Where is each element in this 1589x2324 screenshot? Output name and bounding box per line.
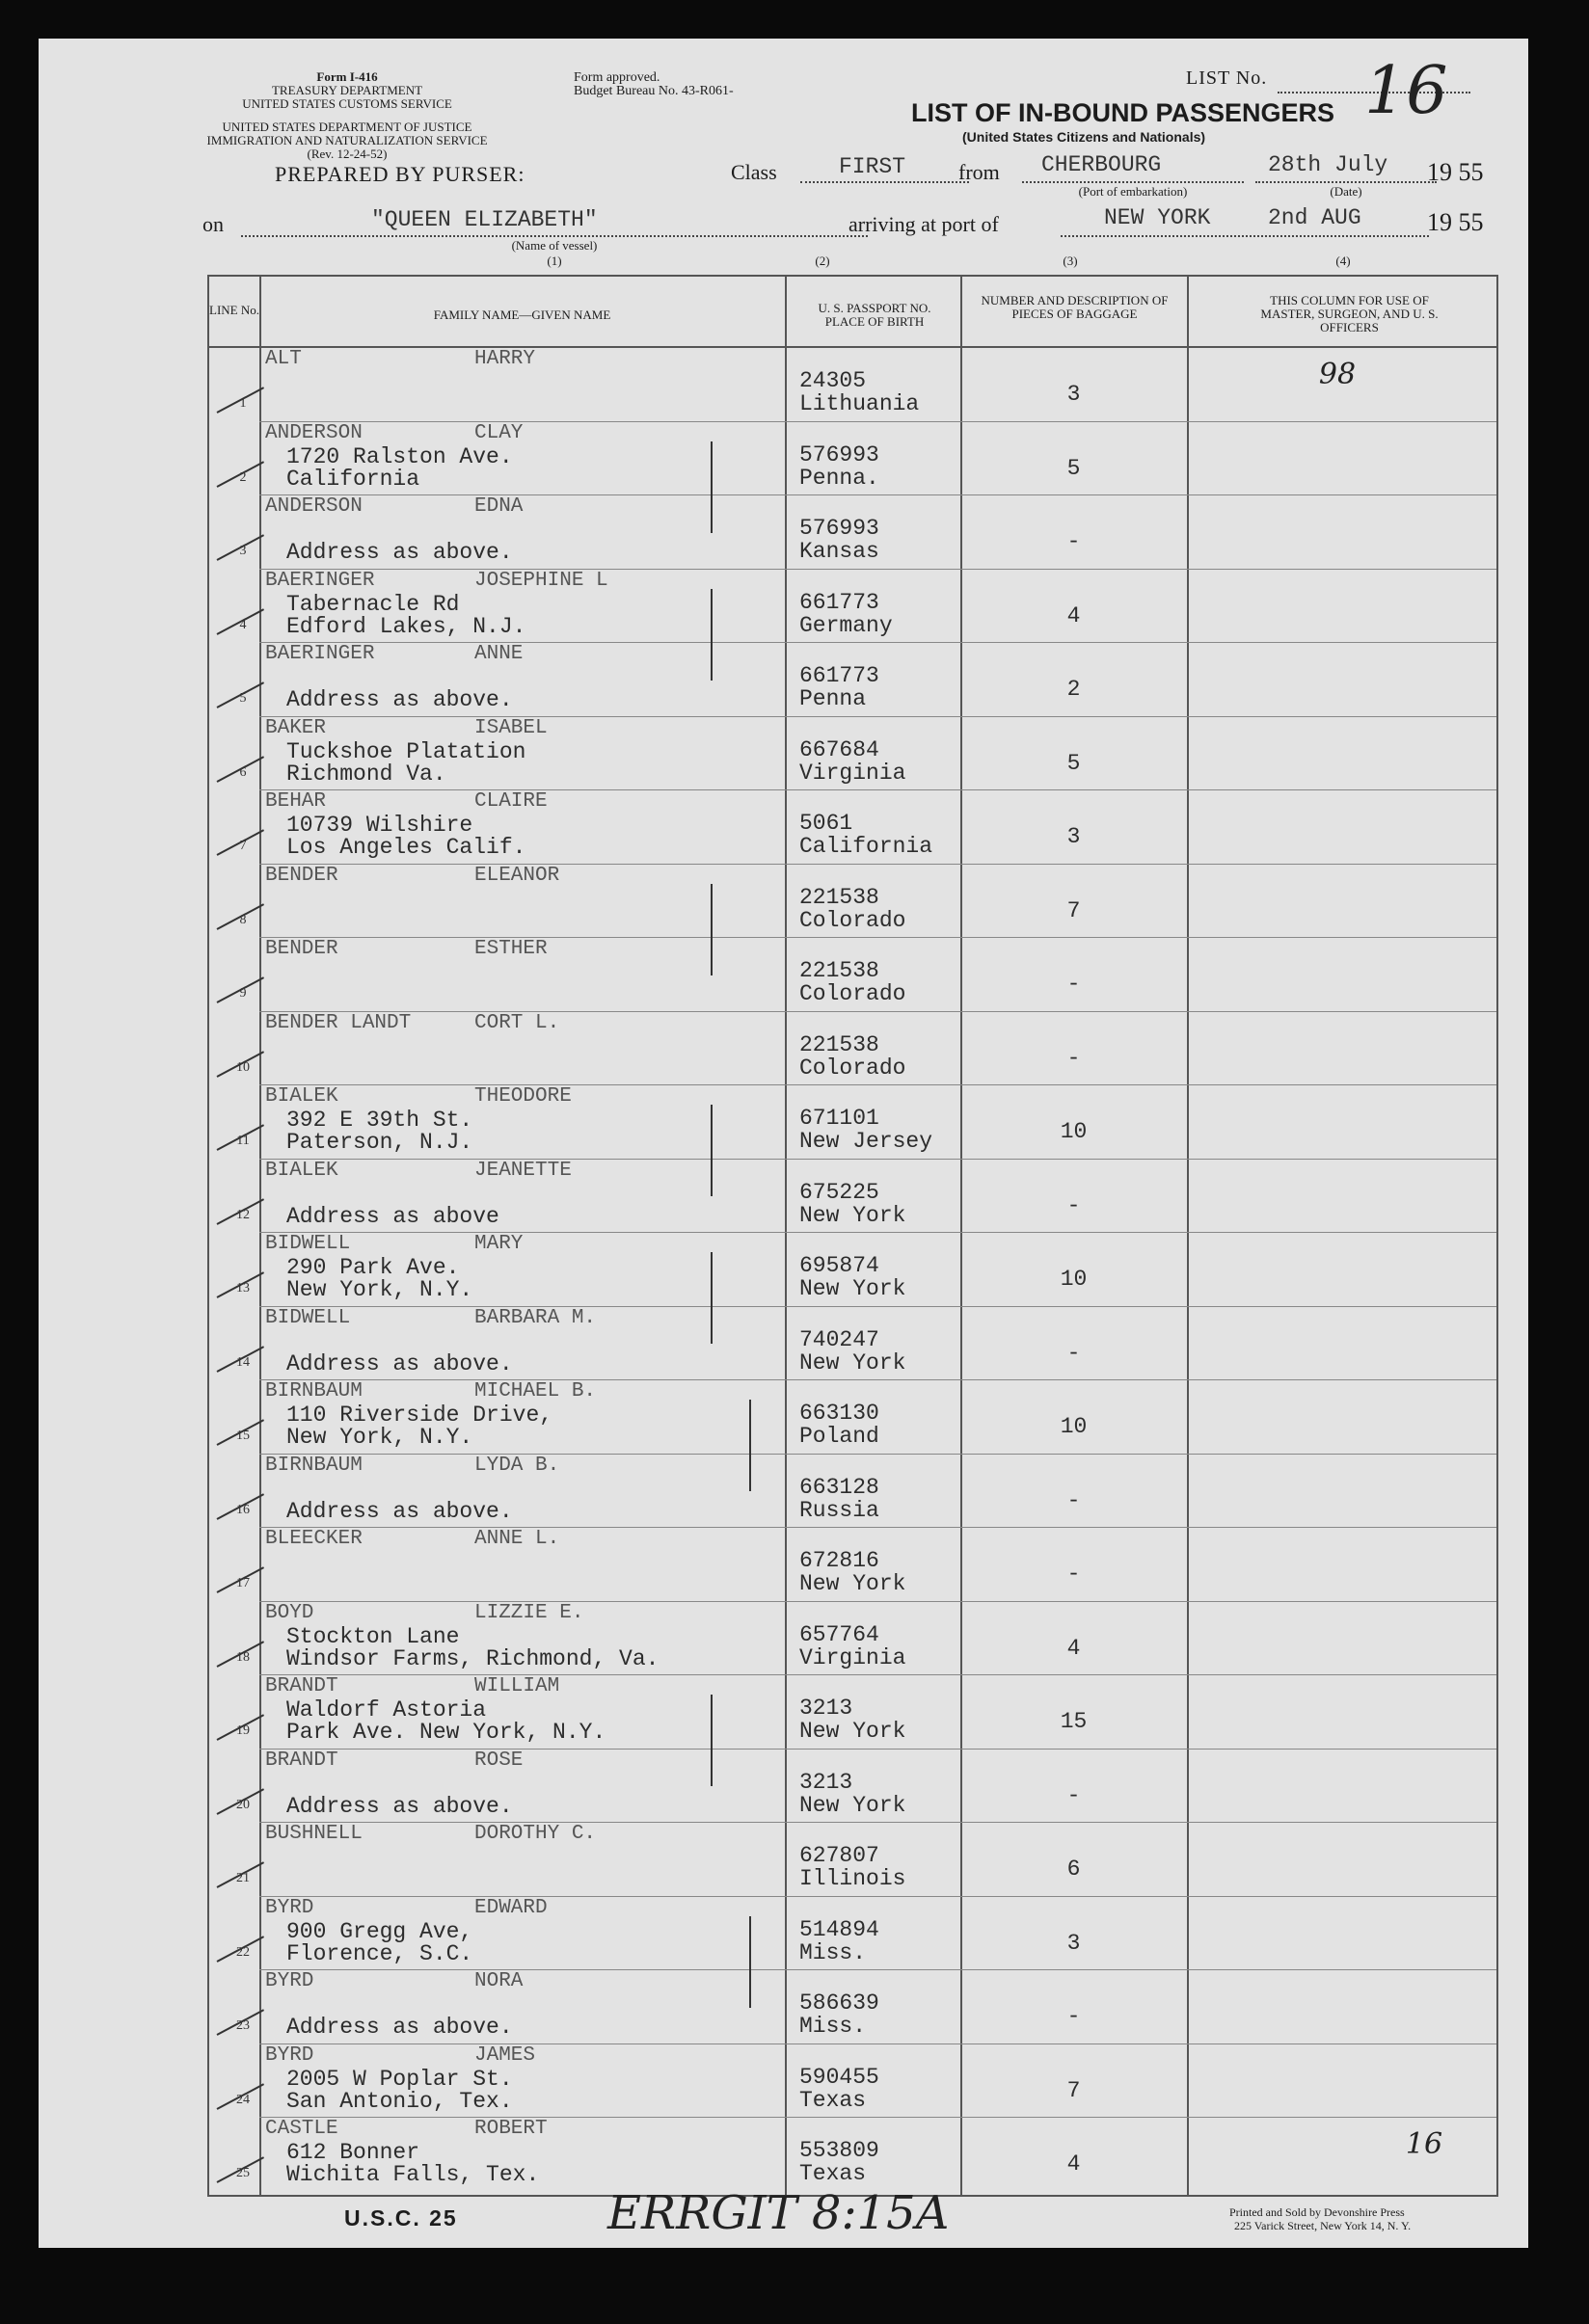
family-name: BENDER LANDT <box>265 1011 412 1034</box>
address-line-2: New York, N.Y. <box>286 1277 473 1302</box>
family-name: BYRD <box>265 1970 314 1992</box>
address-line-2: Windsor Farms, Richmond, Va. <box>286 1645 660 1671</box>
given-name: DOROTHY C. <box>474 1823 597 1845</box>
passport-number: 576993 <box>799 441 879 467</box>
family-name: CASTLE <box>265 2118 338 2140</box>
place-of-birth: Miss. <box>799 2014 867 2039</box>
given-name: ANNE <box>474 643 524 665</box>
passport-number: 5061 <box>799 811 853 836</box>
given-name: ANNE L. <box>474 1528 560 1550</box>
revision: (Rev. 12-24-52) <box>307 147 388 161</box>
line-number: 2 <box>239 469 247 485</box>
address-line-1: Tabernacle Rd <box>286 591 460 617</box>
given-name: THEODORE <box>474 1085 572 1108</box>
family-name: BIRNBAUM <box>265 1454 363 1477</box>
col-1-number: (1) <box>547 254 562 268</box>
family-name: BIALEK <box>265 1159 338 1182</box>
handwritten-annotation: ERRGIT 8:15A <box>607 2186 950 2240</box>
passport-number: 672816 <box>799 1548 879 1573</box>
family-name: BIDWELL <box>265 1233 351 1255</box>
baggage-count: 4 <box>1066 602 1081 628</box>
col-2-number: (2) <box>815 254 830 268</box>
arrival-port: NEW YORK <box>1104 205 1211 230</box>
family-name: BLEECKER <box>265 1528 363 1550</box>
table-row <box>209 717 1496 791</box>
given-name: WILLIAM <box>474 1675 560 1697</box>
class-value: FIRST <box>839 154 906 179</box>
family-name: BYRD <box>265 1896 314 1919</box>
line-number: 12 <box>236 1207 250 1222</box>
prepared-by: PREPARED BY PURSER: <box>275 162 525 186</box>
header-passport: U. S. PASSPORT NO. PLACE OF BIRTH <box>818 301 931 329</box>
line-number: 15 <box>236 1429 250 1443</box>
given-name: ELEANOR <box>474 864 560 887</box>
baggage-count: 6 <box>1066 1857 1081 1882</box>
baggage-count: 2 <box>1066 677 1081 702</box>
from-label: from <box>958 160 1000 184</box>
vessel-name: "QUEEN ELIZABETH" <box>371 207 598 232</box>
line-number: 24 <box>236 2092 250 2107</box>
address-line-2: Paterson, N.J. <box>286 1130 473 1155</box>
header-baggage: NUMBER AND DESCRIPTION OF PIECES OF BAGGAGE <box>981 293 1169 321</box>
passenger-table <box>207 275 1498 2197</box>
line-number: 23 <box>236 2018 250 2033</box>
line-number: 18 <box>236 1649 250 1665</box>
address-line-2: Address as above. <box>286 1350 513 1376</box>
address-line-1: 392 E 39th St. <box>286 1108 473 1133</box>
passenger-list-form <box>39 39 1528 2248</box>
table-row <box>209 790 1496 865</box>
place-of-birth: New York <box>799 1571 906 1596</box>
address-line-1: 290 Park Ave. <box>286 1255 460 1280</box>
family-name: BENDER <box>265 938 338 960</box>
embark-date: 28th July <box>1268 152 1388 177</box>
table-row <box>209 1602 1496 1676</box>
on-label: on <box>202 212 224 236</box>
given-name: ISABEL <box>474 716 548 739</box>
passport-number: 3213 <box>799 1696 853 1721</box>
family-name: BRANDT <box>265 1749 338 1772</box>
address-line-2: Edford Lakes, N.J. <box>286 613 526 639</box>
table-row <box>209 1380 1496 1455</box>
family-name: BAERINGER <box>265 643 375 665</box>
table-row <box>209 570 1496 644</box>
family-name: BAKER <box>265 716 327 739</box>
justice-dept: UNITED STATES DEPARTMENT OF JUSTICE <box>222 120 472 134</box>
form-subtitle: (United States Citizens and Nationals) <box>962 129 1206 145</box>
family-name: BOYD <box>265 1601 314 1624</box>
table-row <box>209 1750 1496 1824</box>
address-line-2: Address as above. <box>286 540 513 565</box>
given-name: MICHAEL B. <box>474 1380 597 1402</box>
place-of-birth: Illinois <box>799 1866 906 1891</box>
baggage-count: 5 <box>1066 750 1081 776</box>
given-name: CORT L. <box>474 1011 560 1034</box>
address-line-2: Los Angeles Calif. <box>286 835 526 860</box>
baggage-count: - <box>1066 1192 1081 1218</box>
line-number: 9 <box>239 986 247 1001</box>
place-of-birth: Virginia <box>799 760 906 786</box>
line-number: 10 <box>236 1059 250 1075</box>
col-3-number: (3) <box>1063 254 1078 268</box>
given-name: JAMES <box>474 2044 536 2067</box>
given-name: MARY <box>474 1233 524 1255</box>
family-name: ANDERSON <box>265 495 363 518</box>
header-name: FAMILY NAME—GIVEN NAME <box>433 307 611 322</box>
table-row <box>209 1233 1496 1307</box>
col-4-number: (4) <box>1335 254 1351 268</box>
budget-bureau: Budget Bureau No. 43-R061- <box>574 84 734 98</box>
given-name: EDWARD <box>474 1896 548 1919</box>
place-of-birth: New Jersey <box>799 1129 933 1154</box>
baggage-count: - <box>1066 1562 1081 1587</box>
list-no-value: 16 <box>1364 53 1448 129</box>
table-row <box>209 1455 1496 1529</box>
given-name: LIZZIE E. <box>474 1601 584 1624</box>
place-of-birth: New York <box>799 1202 906 1228</box>
baggage-count: - <box>1066 1340 1081 1366</box>
address-line-2: Richmond Va. <box>286 761 446 787</box>
line-number: 13 <box>236 1281 250 1296</box>
family-name: BUSHNELL <box>265 1823 363 1845</box>
form-title: LIST OF IN-BOUND PASSENGERS <box>911 98 1335 127</box>
given-name: CLAY <box>474 421 524 444</box>
place-of-birth: Poland <box>799 1424 879 1449</box>
passport-number: 667684 <box>799 736 879 762</box>
line-number: 3 <box>239 544 247 558</box>
address-line-1: 612 Bonner <box>286 2140 420 2165</box>
address-line-2: Address as above. <box>286 687 513 712</box>
table-row <box>209 643 1496 717</box>
place-of-birth: Colorado <box>799 981 906 1006</box>
customs-service: UNITED STATES CUSTOMS SERVICE <box>242 96 452 111</box>
passport-number: 3213 <box>799 1769 853 1795</box>
table-row <box>209 1160 1496 1234</box>
officer-note: 98 <box>1318 358 1357 391</box>
passport-number: 663128 <box>799 1474 879 1500</box>
family-name: BIDWELL <box>265 1306 351 1329</box>
place-of-birth: New York <box>799 1719 906 1744</box>
place-of-birth: Texas <box>799 2087 867 2113</box>
port-of-embarkation: CHERBOURG <box>1041 152 1162 177</box>
passport-number: 675225 <box>799 1179 879 1205</box>
place-of-birth: Penna. <box>799 465 879 491</box>
table-row <box>209 1970 1496 2044</box>
place-of-birth: New York <box>799 1792 906 1818</box>
address-line-2: Address as above <box>286 1203 499 1229</box>
passport-number: 221538 <box>799 1031 879 1057</box>
family-name: BEHAR <box>265 790 327 813</box>
year-1: 19 55 <box>1427 158 1484 186</box>
header-officers: THIS COLUMN FOR USE OF MASTER, SURGEON, AND U. S. OFFICERS <box>1260 293 1439 334</box>
line-number: 6 <box>239 764 247 780</box>
place-of-birth: Miss. <box>799 1939 867 1965</box>
line-number: 16 <box>236 1502 250 1517</box>
class-label: Class <box>731 160 777 184</box>
passport-number: 695874 <box>799 1253 879 1278</box>
place-of-birth: California <box>799 834 933 859</box>
place-of-birth: Kansas <box>799 539 879 564</box>
address-line-1: 2005 W Poplar St. <box>286 2066 513 2092</box>
passport-number: 661773 <box>799 663 879 688</box>
baggage-count: 10 <box>1060 1267 1088 1292</box>
table-row <box>209 348 1496 422</box>
passport-number: 671101 <box>799 1106 879 1131</box>
line-number: 25 <box>236 2166 250 2180</box>
given-name: LYDA B. <box>474 1454 560 1477</box>
vessel-caption: (Name of vessel) <box>511 238 598 253</box>
passport-number: 657764 <box>799 1621 879 1647</box>
address-line-1: Stockton Lane <box>286 1623 460 1649</box>
family-name: BIRNBAUM <box>265 1380 363 1402</box>
form-approved: Form approved. <box>574 70 660 85</box>
baggage-count: 3 <box>1066 824 1081 849</box>
baggage-count: 7 <box>1066 897 1081 923</box>
table-row <box>209 1085 1496 1160</box>
table-row <box>209 1307 1496 1381</box>
address-line-2: California <box>286 466 420 492</box>
arrival-date: 2nd AUG <box>1268 205 1361 230</box>
address-line-2: Address as above. <box>286 2015 513 2040</box>
address-line-2: Address as above. <box>286 1498 513 1524</box>
table-row <box>209 1675 1496 1750</box>
family-name: ANDERSON <box>265 421 363 444</box>
table-row <box>209 1823 1496 1897</box>
place-of-birth: Colorado <box>799 1055 906 1081</box>
list-no-label: LIST No. <box>1186 67 1268 89</box>
address-line-1: Tuckshoe Platation <box>286 738 526 764</box>
table-row <box>209 495 1496 570</box>
printer-line-1: Printed and Sold by Devonshire Press <box>1229 2205 1405 2219</box>
line-number: 5 <box>239 691 247 706</box>
line-number: 21 <box>236 1871 250 1885</box>
line-number: 19 <box>236 1723 250 1738</box>
line-number: 22 <box>236 1944 250 1960</box>
table-row <box>209 865 1496 939</box>
given-name: HARRY <box>474 348 536 370</box>
address-line-1: 900 Gregg Ave, <box>286 1918 473 1944</box>
date-caption: (Date) <box>1330 184 1362 199</box>
passport-number: 590455 <box>799 2064 879 2090</box>
family-name: BIALEK <box>265 1085 338 1108</box>
family-name: BENDER <box>265 864 338 887</box>
given-name: EDNA <box>474 495 524 518</box>
table-row <box>209 1012 1496 1086</box>
header-line-no: LINE No. <box>209 303 259 317</box>
given-name: ESTHER <box>474 938 548 960</box>
place-of-birth: New York <box>799 1276 906 1301</box>
passport-number: 740247 <box>799 1326 879 1352</box>
given-name: BARBARA M. <box>474 1306 597 1329</box>
baggage-count: - <box>1066 1782 1081 1808</box>
baggage-count: 5 <box>1066 455 1081 481</box>
address-line-1: Waldorf Astoria <box>286 1697 487 1723</box>
baggage-count: - <box>1066 529 1081 554</box>
baggage-count: 7 <box>1066 2077 1081 2103</box>
baggage-count: 10 <box>1060 1119 1088 1144</box>
table-row <box>209 1897 1496 1971</box>
address-line-1: 110 Riverside Drive, <box>286 1402 553 1428</box>
place-of-birth: Virginia <box>799 1644 906 1670</box>
baggage-count: - <box>1066 2004 1081 2029</box>
line-number: 7 <box>239 839 247 853</box>
given-name: JOSEPHINE L <box>474 569 608 592</box>
baggage-count: 4 <box>1066 2151 1081 2177</box>
passport-number: 586639 <box>799 1990 879 2016</box>
year-2: 19 55 <box>1427 208 1484 236</box>
given-name: ROBERT <box>474 2118 548 2140</box>
table-row <box>209 938 1496 1012</box>
given-name: JEANETTE <box>474 1159 572 1182</box>
place-of-birth: Texas <box>799 2161 867 2186</box>
given-name: NORA <box>474 1970 524 1992</box>
baggage-count: - <box>1066 1045 1081 1071</box>
place-of-birth: New York <box>799 1349 906 1376</box>
baggage-count: - <box>1066 1487 1081 1513</box>
family-name: BRANDT <box>265 1675 338 1697</box>
address-line-2: Park Ave. New York, N.Y. <box>286 1720 606 1745</box>
passport-number: 553809 <box>799 2138 879 2163</box>
passport-number: 221538 <box>799 958 879 983</box>
passport-number: 24305 <box>799 368 867 393</box>
address-line-2: Florence, S.C. <box>286 1940 473 1966</box>
passport-number: 576993 <box>799 516 879 541</box>
place-of-birth: Lithuania <box>799 391 920 416</box>
officer-note: 16 <box>1405 2127 1443 2161</box>
printer-line-2: 225 Varick Street, New York 14, N. Y. <box>1234 2219 1412 2232</box>
passport-number: 663130 <box>799 1401 879 1426</box>
place-of-birth: Colorado <box>799 907 906 933</box>
port-caption: (Port of embarkation) <box>1078 184 1188 199</box>
table-row <box>209 1528 1496 1602</box>
table-row <box>209 2118 1496 2192</box>
family-name: BAERINGER <box>265 569 375 592</box>
place-of-birth: Penna <box>799 686 867 711</box>
passport-number: 514894 <box>799 1916 879 1942</box>
line-number: 4 <box>239 617 247 632</box>
line-number: 14 <box>236 1354 250 1370</box>
address-line-2: New York, N.Y. <box>286 1425 473 1450</box>
line-number: 17 <box>236 1576 250 1590</box>
place-of-birth: Russia <box>799 1497 879 1523</box>
passport-number: 661773 <box>799 589 879 615</box>
usc-code: U.S.C. 25 <box>344 2205 458 2231</box>
baggage-count: - <box>1066 972 1081 997</box>
passport-number: 221538 <box>799 884 879 910</box>
baggage-count: 15 <box>1060 1709 1088 1734</box>
line-number: 1 <box>239 396 247 411</box>
line-number: 20 <box>236 1797 250 1812</box>
baggage-count: 3 <box>1066 1930 1081 1956</box>
given-name: CLAIRE <box>474 790 548 813</box>
given-name: ROSE <box>474 1749 524 1772</box>
passport-number: 627807 <box>799 1843 879 1868</box>
ins-service: IMMIGRATION AND NATURALIZATION SERVICE <box>206 133 488 147</box>
family-name: BYRD <box>265 2044 314 2067</box>
family-name: ALT <box>265 348 302 370</box>
arriving-label: arriving at port of <box>848 212 999 236</box>
address-line-2: Wichita Falls, Tex. <box>286 2162 540 2187</box>
baggage-count: 10 <box>1060 1414 1088 1439</box>
treasury-dept: TREASURY DEPARTMENT <box>271 83 423 97</box>
line-number: 8 <box>239 912 247 927</box>
place-of-birth: Germany <box>799 612 893 638</box>
table-row <box>209 2044 1496 2119</box>
table-row <box>209 422 1496 496</box>
form-number: Form I-416 <box>316 69 378 84</box>
address-line-1: 1720 Ralston Ave. <box>286 443 513 469</box>
line-number: 11 <box>236 1134 250 1148</box>
address-line-2: Address as above. <box>286 1793 513 1819</box>
baggage-count: 4 <box>1066 1635 1081 1661</box>
baggage-count: 3 <box>1066 382 1081 407</box>
address-line-1: 10739 Wilshire <box>286 813 473 838</box>
address-line-2: San Antonio, Tex. <box>286 2088 513 2114</box>
